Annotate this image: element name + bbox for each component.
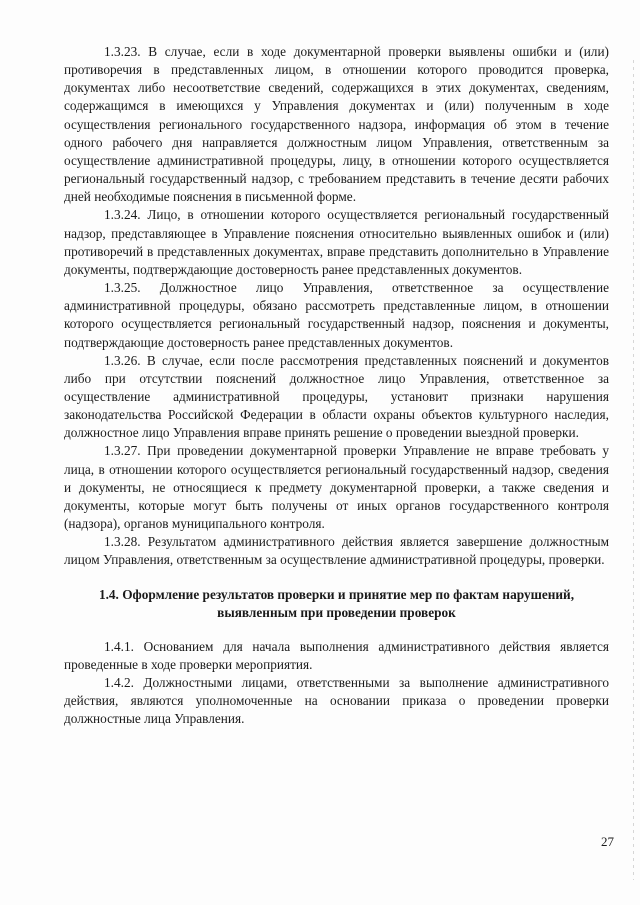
section-heading: 1.4. Оформление результатов проверки и принятие мер по фактам нарушений, выявленным при проведении проверок	[98, 586, 575, 620]
page-body	[64, 43, 609, 728]
paragraph-1-4-1: 1.4.1. Основанием для начала выполнения административного действия является проведенные в ходе проверки мероприятия.	[64, 638, 609, 672]
paragraph-1-3-24: 1.3.24. Лицо, в отношении которого осуществляется региональный государственный надзор, представляющее в Управление пояснения относительно выявленных ошибок и (или) противоречий в представленных документах, вправе представить дополнительно в Управление документы, подтверждающие достоверность ранее представленных документов.	[64, 207, 609, 277]
paragraph-1-3-27: 1.3.27. При проведении документарной проверки Управление не вправе требовать у лица, в отношении которого осуществляется региональный государственный надзор, сведения и документы, не относящиеся к предмету документарной проверки, а также сведения и документы, которые могут быть получены от иных органов государственного контроля (надзора), органов муниципального контроля.	[64, 443, 609, 532]
page-number: 27	[601, 834, 614, 849]
paragraph-1-3-28: 1.3.28. Результатом административного действия является завершение должностным лицом Управления, ответственным за осуществление административной процедуры, проверки.	[64, 534, 609, 568]
paragraph-1-4-2: 1.4.2. Должностными лицами, ответственными за выполнение административного действия, являются уполномоченные на основании приказа о проведении проверки должностные лица Управления.	[64, 674, 609, 727]
section-spacer	[64, 622, 609, 638]
section-spacer	[64, 570, 609, 586]
paragraph-1-3-26: 1.3.26. В случае, если после рассмотрения представленных пояснений и документов либо при отсутствии пояснений должностное лицо Управления, ответственное за осуществление административной процедуры, установит признаки нарушения законодательства Российской Федерации в области охраны объектов культурного наследия, должностное лицо Управления вправе принять решение о проведении выездной проверки.	[64, 352, 609, 441]
paragraph-1-3-25: 1.3.25. Должностное лицо Управления, ответственное за осуществление административной процедуры, обязано рассмотреть представленные лицом, в отношении которого осуществляется региональный государственный надзор, пояснения и документы, подтверждающие достоверность ранее представленных документов.	[64, 280, 609, 350]
scan-edge-artifact	[633, 60, 634, 880]
paragraph-1-3-23: 1.3.23. В случае, если в ходе документарной проверки выявлены ошибки и (или) противоречия в представленных лицом, в отношении которого проводится проверка, документах либо несоответствие сведений, содержащихся в этих документах, сведениям, содержащимся в имеющихся у Управления документах и (или) полученным в ходе осуществления регионального государственного надзора, информация об этом в течение одного рабочего дня направляется должностным лицом Управления, ответственным за осуществление административной процедуры, лицу, в отношении которого осуществляется региональный государственный надзор, с требованием представить в течение десяти рабочих дней необходимые пояснения в письменной форме.	[64, 44, 609, 205]
